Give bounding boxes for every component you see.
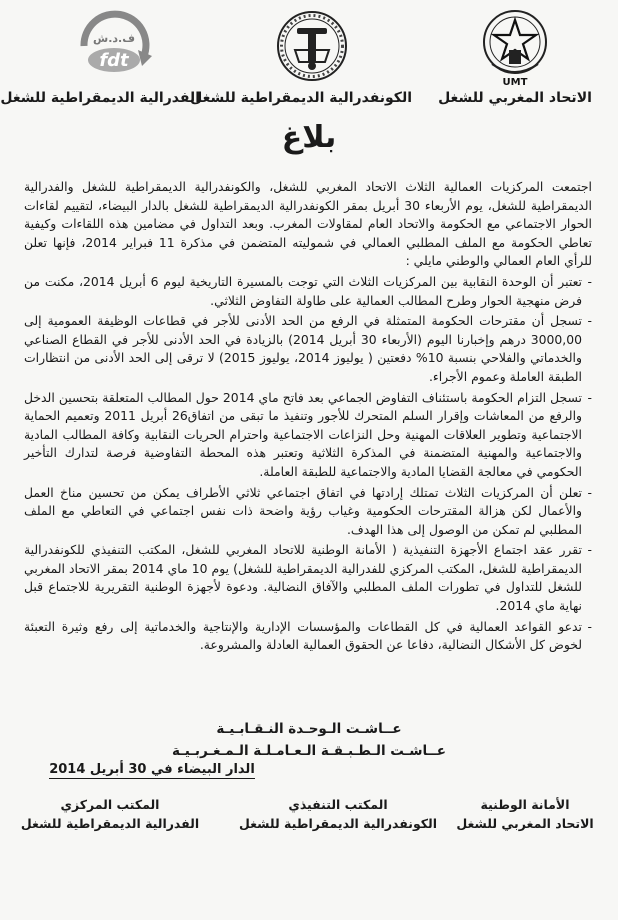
fdt-emblem-icon [72, 6, 158, 88]
fdt-emblem-text-ar: ف.د.ش [93, 32, 135, 45]
list-item: - تعلن أن المركزيات الثلاث تمتلك إرادتها في اتفاق اجتماعي ثلاثي الأطراف يمكن من تحسين مناخ العمل والأعمال لكن هزالة المقترحات الحكومية وغياب رؤية واضحة ذات نفس اجتماعي في التعاطي مع الملف المطلبي لم تمكن من الوصول إلى هذا الهدف. [24, 484, 592, 540]
closing-slogans [0, 718, 618, 762]
list-item: - تسجل التزام الحكومة باستئناف التفاوض الجماعي بعد فاتح ماي 2014 حول المطالب المتعلقة بتحسين الدخل والرفع من المعاشات وإقرار السلم المتحرك للأجور وتنفيذ ما تبقى من اتفاق26 أبريل 2011 وتعميم الحماية الاجتماعية وتطوير العلاقات المهنية وحل النزاعات الاجتماعية واحترام الحريات النقابية وكافة المطالب المادية والاجتماعية والمهنية المتضمنة في المذكرة الثلاثية وتعتبر هذه المحطة التفاوضية فرصة لتدارك التأخير الحكومي في معالجة القضايا المادية والاجتماعية للطبقة العاملة. [24, 389, 592, 482]
header-logos [0, 6, 618, 116]
fdt-logo-block [0, 6, 200, 106]
fdt-emblem-text: fdt [99, 50, 129, 71]
cdt-name: الكونفدرالية الديمقراطية للشغل [190, 90, 412, 106]
signatures [0, 795, 618, 845]
list-item: - تسجل أن مقترحات الحكومة المتمثلة في الرفع من الحد الأدنى للأجر في قطاعات الوظيفة العمومية إلى 3000,00 درهم وإخبارنا اليوم (الأربعاء 30 أبريل 2014) بالزيادة في الحد الأدنى للأجر في القطاع الصناعي والخدماتي والفلاحي بنسبة 10% دفعتين ( يوليوز 2014، يوليوز 2015) لا ترقى إلى الحد الأدنى من انتظارات الطبقة العاملة وعموم الأجراء. [24, 312, 592, 386]
signature-cdt [228, 795, 448, 833]
signature-title: الأمانة الوطنية [480, 797, 570, 812]
dateline-text: الدار البيضاء في 30 أبريل 2014 [49, 762, 255, 777]
slogan-union-unity: عــاشـت الـوحـدة النـقـابـيـة [216, 721, 402, 737]
signature-fdt [10, 795, 210, 833]
list-item: - تعتبر أن الوحدة النقابية بين المركزيات الثلاث التي توجت بالمسيرة التاريخية ليوم 6 أبريل 2014، مكنت من فرض منهجية الحوار وطرح المطالب العمالية على طاولة التفاوض الثلاثي. [24, 273, 592, 310]
signature-org: الاتحاد المغربي للشغل [456, 816, 594, 831]
list-item: - تقرر عقد اجتماع الأجهزة التنفيذية ( الأمانة الوطنية للاتحاد المغربي للشغل، المكتب التنفيذي للكونفدرالية الديمقراطية للشغل، المكتب المركزي للفدرالية الديمقراطية للشغل) يوم 10 ماي 2014 بمقر الاتحاد المغربي للشغل للتداول في تطورات الملف المطلبي والآفاق النضالية. ودعوة لأجهزة الوطنية التقريرية للاجتماع قبل نهاية ماي 2014. [24, 541, 592, 615]
fdt-name: الفدرالية الديمقراطية للشغل [0, 90, 200, 106]
points-list [24, 273, 592, 655]
page-title: بلاغ [281, 120, 337, 155]
signature-org: الكونفدرالية الديمقراطية للشغل [238, 816, 438, 831]
umt-emblem-icon [480, 6, 550, 88]
cdt-logo-block [190, 6, 412, 106]
umt-logo-block [420, 6, 610, 106]
cdt-emblem-icon [273, 6, 351, 88]
dateline [32, 762, 272, 777]
signature-title: المكتب التنفيذي [288, 797, 388, 812]
list-item: - تدعو القواعد العمالية في كل القطاعات والمؤسسات الإدارية والإنتاجية والخدماتية إلى رفع وثيرة التعبئة لخوض كل الأشكال النضالية، دفاعا عن الحقوق العمالية العادلة والمشروعة. [24, 618, 592, 655]
signature-title: المكتب المركزي [60, 797, 160, 812]
umt-name: الاتحاد المغربي للشغل [438, 90, 592, 106]
signature-umt [440, 795, 610, 833]
intro-paragraph: اجتمعت المركزيات العمالية الثلاث الاتحاد المغربي للشغل، والكونفدرالية الديمقراطية للشغل والفدرالية الديمقراطية للشغل، يوم الأربعاء 30 أبريل بمقر الكونفدرالية الديمقراطية للشغل بالدار البيضاء، لتقييم لقاءات الحوار الاجتماعي مع الحكومة والاتحاد العام لمقاولات المغرب. وبعد التداول في مضامين هذه اللقاءات وكيفية تعاطي الحكومة مع الملف المطلبي العمالي في شموليته المتضمن في مذكرة 11 فبراير 2014، فإنها تعلن للرأي العام العمالي والوطني مايلي : [24, 179, 592, 269]
signature-org: الفدرالية الديمقراطية للشغل [20, 816, 200, 831]
communique-body [24, 178, 592, 657]
slogan-working-class: عــاشـت الـطـبـقـة الـعـامـلـة الـمـغـربـيـة [171, 743, 447, 759]
umt-emblem-text: UMT [502, 77, 528, 88]
